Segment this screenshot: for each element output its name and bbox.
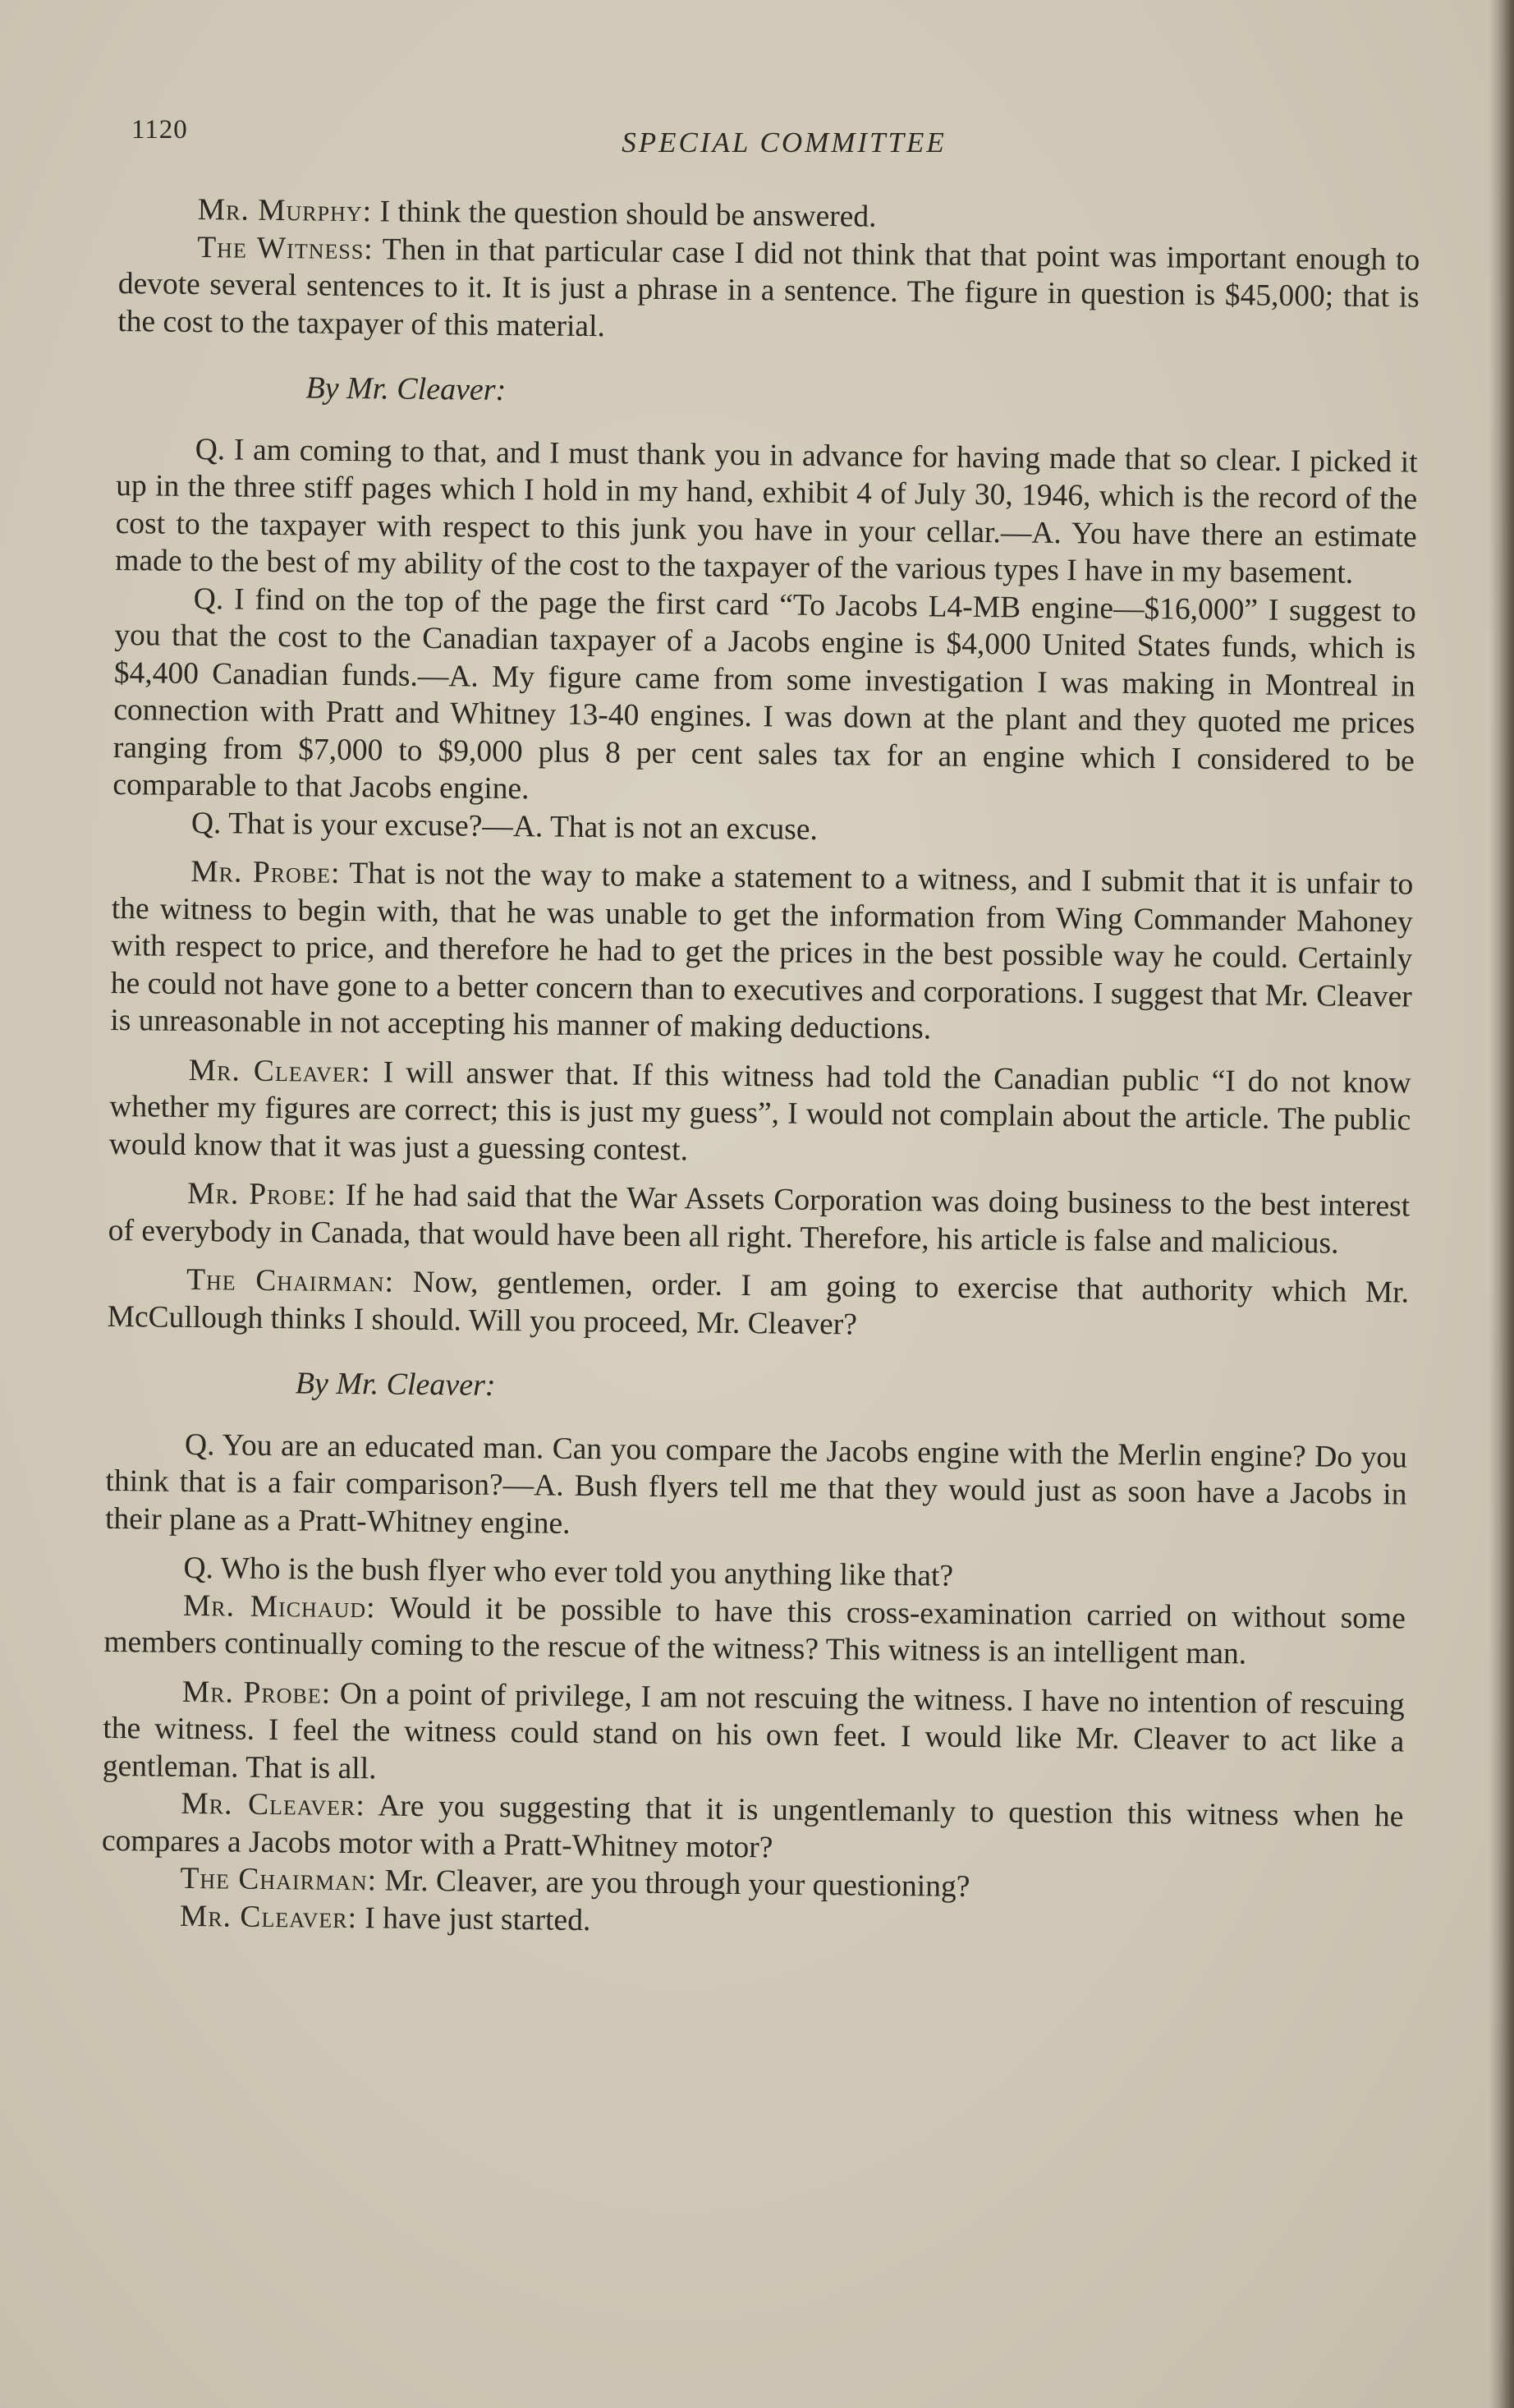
speech-text: I have just started. <box>356 1900 591 1937</box>
speech-text: Then in that particular case I did not think that that point was important enough to devote several sentences to it. It is just a phrase in a sentence. The figure in question is $45,000; that is the cost to the taxpayer of this material. <box>117 232 1420 343</box>
page-binding-edge <box>1489 0 1514 2408</box>
question-answer-paragraph: Q. That is your excuse?—A. That is not an excuse. <box>190 806 819 847</box>
speaker-name: Mr. Murphy: <box>197 193 373 229</box>
speaker-name: The Chairman: <box>186 1262 395 1299</box>
speech-text: That is not the way to make a statement to a witness, and I submit that it is unfair to the witness to begin with, that he was unable to get the information from Wing Commander Mahoney with respect to price, and therefore he had to get the prices in the best possible way he could. Certainly he could not have gone to a better concern than to executives and corporations. I suggest that Mr. Cleaver is unreasonable in not accepting his manner of making deductions. <box>110 856 1414 1046</box>
page-header <box>131 115 1437 164</box>
speaker-name: Mr. Probe: <box>186 1176 337 1212</box>
speech-paragraph <box>117 227 1420 353</box>
question-answer-paragraph: Q. I am coming to that, and I must thank you in advance for having made that so clear. I picked it up in the three stiff pages which I hold in my hand, exhibit 4 of July 30, 1946, which is the record of the cost to the taxpayer with respect to this junk you have in your cellar.—A. You have there an estimate made to the best of my ability of the cost to the taxpayer of the various types I have in my basement. <box>115 432 1418 591</box>
speaker-name: The Chairman: <box>180 1861 378 1898</box>
running-head: SPECIAL COMMITTEE <box>622 126 947 159</box>
speech-paragraph <box>108 1174 1411 1263</box>
speech-paragraph <box>103 1586 1406 1675</box>
examiner-byline: By Mr. Cleaver: <box>305 370 507 407</box>
question-answer-paragraph: Q. You are an educated man. Can you compare the Jacobs engine with the Merlin engine? Do you think that is a fair comparison?—A. Bush flyers tell me that they would just as soon have a Jacobs in their plane as a Pratt-Whitney engine. <box>104 1427 1408 1541</box>
speaker-name: Mr. Cleaver: <box>181 1786 365 1823</box>
transcript-body <box>101 191 1420 1947</box>
speech-text: I will answer that. If this witness had told the Canadian public “I do not know whether my figures are correct; this is just my guess”, I would not complain about the article. The public would know that it was just a guessing contest. <box>108 1055 1411 1167</box>
speech-paragraph <box>110 852 1413 1053</box>
speaker-name: Mr. Probe: <box>190 854 341 890</box>
speaker-name: Mr. Cleaver: <box>179 1899 358 1935</box>
page-number: 1120 <box>131 115 188 145</box>
speech-text: Now, gentlemen, order. I am going to exercise that authority which Mr. McCullough thinks I should. Will you proceed, Mr. Cleaver? <box>107 1265 1410 1341</box>
speaker-name: Mr. Michaud: <box>182 1588 376 1624</box>
speaker-name: Mr. Cleaver: <box>188 1053 371 1089</box>
speech-text: Are you suggesting that it is ungentlemanly to question this witness when he compares a Jacobs motor with a Pratt-Whitney motor? <box>101 1789 1404 1864</box>
question-answer-paragraph: Q. I find on the top of the page the first card “To Jacobs L4-MB engine—$16,000” I suggest to you that the cost to the Canadian taxpayer of a Jacobs engine is $4,000 United States funds, which is $4,400 Canadian funds.—A. My figure came from some investigation I was making in Montreal in connection with Pratt and Whitney 13-40 engines. I was down at the plant and they quoted me prices ranging from $7,000 to $9,000 plus 8 per cent sales tax for an engine which I considered to be comparable to that Jacobs engine. <box>112 581 1416 806</box>
speaker-name: The Witness: <box>197 230 374 266</box>
speech-paragraph <box>109 1050 1411 1176</box>
speaker-name: Mr. Probe: <box>181 1675 332 1711</box>
speech-text: I think the question should be answered. <box>371 195 877 234</box>
speech-text: If he had said that the War Assets Corporation was doing business to the best interest of everybody in Canada, that would have been all right. Therefore, his article is false and malicious. <box>108 1178 1411 1261</box>
speech-text: Mr. Cleaver, are you through your questioning? <box>376 1863 970 1904</box>
speech-text: On a point of privilege, I am not rescuing the witness. I have no intention of rescuing the witness. I feel the witness could stand on his own feet. I would like Mr. Cleaver to act like a gentleman. That is all. <box>102 1676 1405 1785</box>
speech-paragraph <box>103 1672 1405 1798</box>
examiner-byline: By Mr. Cleaver: <box>295 1366 496 1403</box>
speech-paragraph <box>102 1785 1404 1873</box>
question-answer-paragraph: Q. Who is the bush flyer who ever told you anything like that? <box>183 1551 954 1593</box>
speech-text: Would it be possible to have this cross-examination carried on without some members continually coming to the rescue of the witness? This witness is an intelligent man. <box>103 1590 1406 1671</box>
speech-paragraph <box>107 1261 1409 1349</box>
